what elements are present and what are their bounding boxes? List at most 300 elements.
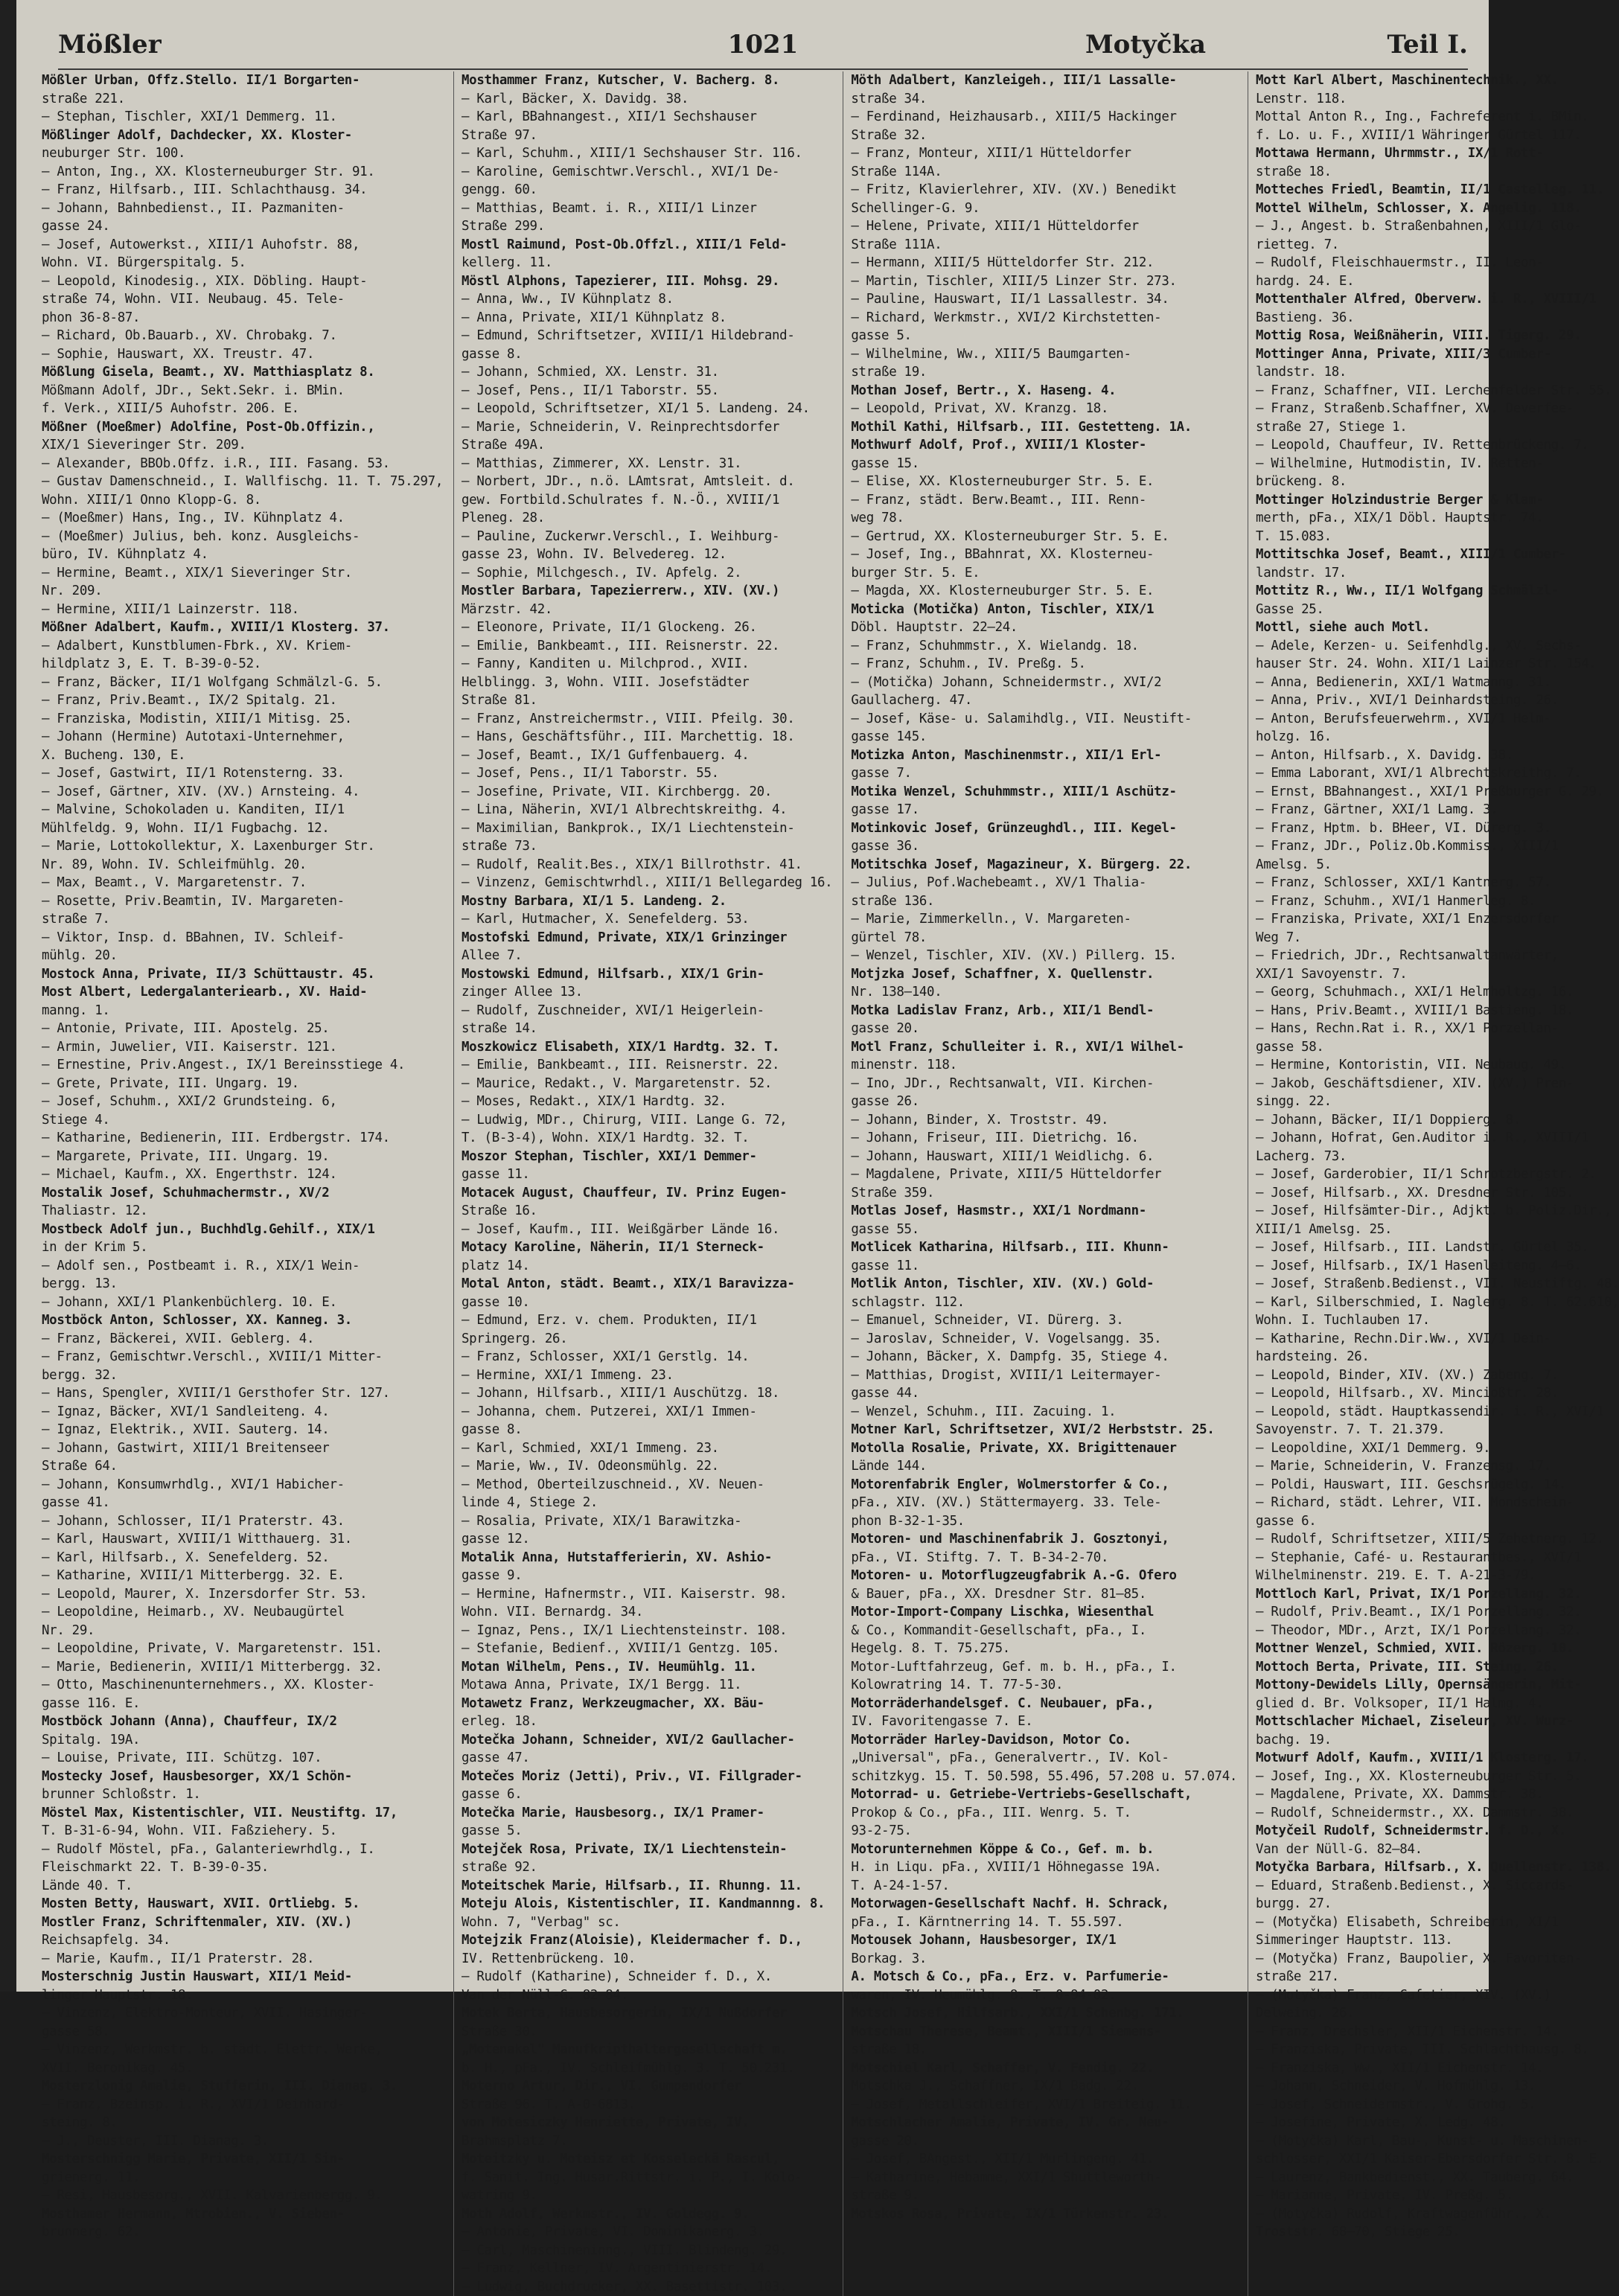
directory-entry: — Johann, Hauswart, XIII/1 Weidlichg. 6. (851, 1148, 1237, 1166)
directory-entry: Mosterzlonig Amalie, Stufferin, III. Dianag. 3. (42, 2077, 443, 2096)
directory-entry: — Josef, Kaufm., III. Weißgärber Lände 16. (462, 1221, 832, 1239)
directory-entry: — Ignaz, Elektrik., XVII. Sauterg. 14. (42, 1421, 443, 1439)
directory-entry: Helblingg. 3, Wohn. VIII. Josefstädter (462, 674, 832, 692)
directory-entry: — Marie, Schneiderin, V. Franzensg. 17. (1256, 1457, 1619, 1476)
directory-entry: Fleischmarkt 22. T. B-39-0-35. (42, 1858, 443, 1877)
directory-entry: Motor-Luftfahrzeug, Gef. m. b. H., pFa., I. (851, 1658, 1237, 1677)
directory-entry: Motousek Johann, Hausbesorger, IX/1 (851, 1931, 1237, 1950)
directory-entry: Mößner Adalbert, Kaufm., XVIII/1 Klosterg. 37. (42, 618, 443, 637)
directory-entry: straße 7. (42, 910, 443, 929)
directory-entry: Moterno Artur, Dir., VI. Gumpendorfer (462, 2077, 832, 2096)
directory-entry: gengg. 60. (462, 181, 832, 199)
directory-entry: — Ferdinand, Heizhausarb., XIII/5 Hackinger (851, 108, 1237, 127)
directory-entry: — Josef, Gärtner, XIV. (XV.) Arnsteing. 4. (42, 783, 443, 802)
directory-entry: Motalik Anna, Hutstafferierin, XV. Ashio- (462, 1549, 832, 1567)
directory-entry: — Johann, Bäcker, II/1 Doppierg. 8. (1256, 1111, 1619, 1130)
directory-entry: — Magda, XX. Klosterneuburger Str. 5. E. (851, 582, 1237, 601)
directory-entry: Nr. 29. (42, 1622, 443, 1640)
directory-entry: — Johann, Binder, X. Troststr. 49. (851, 1111, 1237, 1130)
directory-entry: gasse 10. (462, 1294, 832, 1312)
directory-entry: Mottig Rosa, Weißnäherin, VIII. Tigerg. 29. (1256, 327, 1619, 345)
directory-entry: — Michael, Kaufm., XX. Engerthstr. 124. (42, 1165, 443, 1184)
directory-entry: — Stephanie, Café- u. Restaurantbes., XVI/1 (1256, 1549, 1619, 1567)
directory-entry: Delweing. 26. (1256, 2004, 1619, 2023)
directory-entry: Motlicek Katharina, Hilfsarb., III. Khunn- (851, 1238, 1237, 1257)
directory-entry: — Josef, Hilfsämter-Dir., Adjkt. b. Poliz.Dir., (1256, 1202, 1619, 1221)
directory-entry: brückeng. 8. (1256, 473, 1619, 491)
directory-entry: straße 14. (462, 1020, 832, 1038)
directory-entry: Amelsg. 5. (1256, 856, 1619, 874)
directory-entry: — Karoline, Gemischtwr.Verschl., XVI/1 De- (462, 163, 832, 182)
directory-entry: straße 221. (42, 90, 443, 109)
directory-entry: XIII/1 Amelsg. 25. (1256, 1221, 1619, 1239)
directory-entry: — Matthias, Drogist, XVIII/1 Leitermayer- (851, 1366, 1237, 1385)
directory-entry: — Rudolf, Schneidermstr., XX. Dammstr. 38. (1256, 1804, 1619, 1823)
directory-entry: — Magdalene, Private, XX. Dammstr. 38. (1256, 1785, 1619, 1804)
directory-entry: — Maurice, Redakt., V. Margaretenstr. 52. (462, 1075, 832, 1093)
directory-entry: Motacy Karoline, Näherin, II/1 Sterneck- (462, 1238, 832, 1257)
directory-entry: gasse 26. (851, 1093, 1237, 1111)
directory-entry: Mößmann Adolf, JDr., Sekt.Sekr. i. BMin. (42, 382, 443, 400)
directory-entry: Mottloch Karl, Privat, IX/1 Porzellang. 32. (1256, 1585, 1619, 1604)
directory-entry: Mottinger Anna, Private, XIII/3 Cumber- (1256, 345, 1619, 364)
directory-entry: — Leopold, Maurer, X. Inzersdorfer Str. 53. (42, 1585, 443, 1604)
directory-entry: Mothwurf Adolf, Prof., XVIII/1 Kloster- (851, 436, 1237, 455)
directory-entry: — Leopoldine, Private, V. Margaretenstr. 151. (42, 1640, 443, 1658)
directory-entry: — Leopold, Chauffeur, IV. Rettenbrückeng. 7. (1256, 436, 1619, 455)
directory-entry: Mühlfeldg. 9, Wohn. II/1 Fugbachg. 12. (42, 819, 443, 838)
directory-entry: — Franziska, Modistin, XIII/1 Mitisg. 25. (42, 710, 443, 729)
directory-entry: Allee 7. (462, 947, 832, 965)
directory-entry: — Pauline, Hauswart, II/1 Lassallestr. 34. (851, 290, 1237, 309)
directory-entry: — Karl, Hauswart, XVIII/1 Witthauerg. 31. (42, 1530, 443, 1549)
directory-entry: — Wilhelmine, Hutmodistin, IV. Retten- (1256, 455, 1619, 473)
directory-entry: Moszor Stephan, Tischler, XXI/1 Demmer- (462, 1148, 832, 1166)
directory-entry: Troststr. 68—70, Stiege 25. (1256, 2223, 1619, 2242)
directory-entry: pFa., VI. Stiftg. 7. T. B-34-2-70. (851, 1549, 1237, 1567)
directory-entry: — Rosalia, Private, XIX/1 Barawitzka- (462, 1512, 832, 1531)
directory-entry: Mottner Wenzel, Schmied, XVII. Rözerg. 10. (1256, 1640, 1619, 1658)
directory-entry: gasse 6. (1256, 1512, 1619, 1531)
directory-entry: — Josef, Ing., BBahnrat, XX. Klosterneu- (851, 546, 1237, 564)
directory-entry: Mosthammer Franz, Kutscher, V. Bacherg. 8. (462, 71, 832, 90)
directory-entry: — Franz, städt. Berw.Beamt., III. Renn- (851, 491, 1237, 510)
directory-entry: Möstl Alphons, Tapezierer, III. Mohsg. 29. (462, 272, 832, 291)
directory-entry: gew. Fortbild.Schulrates f. N.-Ö., XVIII/1 (462, 491, 832, 510)
directory-entry: — Friedrich, JDr., Rechtsanwaltanwärter, (1256, 947, 1619, 965)
directory-entry: — Franz, Kellner, IV. Argentinierstr. 14. (462, 2260, 832, 2278)
directory-entry: — Rudolf, Priv.Beamt., IX/1 Porzellang. 32. (1256, 1603, 1619, 1622)
directory-entry: — Franz, Schlosser, XXI/1 Kantnerg. 57. (1256, 874, 1619, 892)
directory-entry: platz 14. (462, 1257, 832, 1276)
directory-entry: Straße 299. (462, 217, 832, 236)
directory-entry: Mottschlacher Michael, Ziseleur, XV. Wurz- (1256, 1713, 1619, 1731)
directory-entry: Moteitzky u. Moteisz et Kosseleckä Rascul, (462, 2150, 832, 2169)
directory-entry: Reichsapfelg. 34. (42, 1931, 443, 1950)
directory-entry: — Fanny, Kanditen u. Milchprod., XVII. (462, 655, 832, 674)
directory-entry: Motek Berta, Hausbesorgerin, IX/1 Nußdorfer (462, 2004, 832, 2023)
directory-entry: — Josef, Schneidermstr., V. Grohg. 5. (1256, 2096, 1619, 2114)
directory-entry: — Franz, Monteur, XIII/1 Hütteldorfer (851, 144, 1237, 163)
directory-entry: — Franz, Schaffner, VII. Lerchenfelder Str. 55. (1256, 382, 1619, 400)
directory-entry: Motyčeil Rudolf, Schneidermstr. f. D., X. (1256, 1822, 1619, 1841)
directory-entry: IV. Rettenbrückeng. 10. (462, 1950, 832, 1969)
directory-entry: — Richard, Werkmstr., XVI/2 Kirchstetten- (851, 309, 1237, 327)
directory-entry: gasse 8. (462, 1421, 832, 1439)
directory-entry: — Laurenz, Bankbedienst., XX. Tauberg. 64. (1256, 2169, 1619, 2187)
directory-entry: — Josef, Straßenb.Bedienst., VII. Neustiftg. 48. (1256, 1275, 1619, 1294)
directory-entry: — Rudolf (Katharine), Schneider f. D., X. (462, 1968, 832, 1986)
directory-entry: — Grete, Private, III. Ungarg. 19. (42, 1075, 443, 1093)
directory-entry: gasse 6. (462, 1785, 832, 1804)
directory-entry: Motejzik Franz(Aloisie), Kleidermacher f. D., (462, 1931, 832, 1950)
directory-entry: T. A-24-1-57. (851, 1877, 1237, 1896)
directory-entry: neuburger Str. 100. (42, 144, 443, 163)
directory-entry: Straße 64. (42, 1457, 443, 1476)
directory-entry: gasse 145. (851, 728, 1237, 746)
directory-entry: Straße 96. T. A-0-6813. (462, 2096, 832, 2114)
directory-entry: — Marie, Kaufm., II/1 Praterstr. 28. (42, 1950, 443, 1969)
directory-entry: Möstel Max, Kistentischler, VII. Neustiftg. 17, (42, 1804, 443, 1823)
directory-entry: hardg. 24. E. (1256, 272, 1619, 291)
directory-entry: Motschau Therese, Beamt., XIII/1 Siemens- (851, 2023, 1237, 2041)
directory-entry: Motschka J., Schaffner, IX/1 Badg. 22. (851, 2077, 1237, 2096)
header-first-name: Mößler (58, 30, 162, 60)
directory-entry: — Louise, Private, III. Schützg. 107. (42, 1749, 443, 1768)
directory-entry: Mostböck Johann (Anna), Chauffeur, IX/2 (42, 1713, 443, 1731)
directory-entry: — Katharine, Hebamme, XXI/1 Shuttleworth- (851, 2169, 1237, 2187)
directory-entry: — Franziska, Private, III. Schlachthausg. 8. (1256, 2041, 1619, 2059)
directory-entry: — (Motyčka) Franz, Cafetier, XIV. (XV.) (1256, 1986, 1619, 2005)
directory-entry: — (Motička) Johann, Schneidermstr., XVI/2 (851, 674, 1237, 692)
directory-entry: hauser Str. 24. Wohn. XII/1 Lainzer Str. 154. (1256, 655, 1619, 674)
directory-entry: — Wenzel, Tischler, XIV. (XV.) Pillerg. 15. (851, 947, 1237, 965)
directory-entry: — Lina, Näherin, XVI/1 Albrechtskreithg. 4. (462, 801, 832, 819)
directory-entry: — Elise, XX. Klosterneuburger Str. 5. E. (851, 473, 1237, 491)
directory-entry: — Josef, Hilfsarb., III. Landstr. Gürtel 35. (1256, 1238, 1619, 1257)
directory-entry: Bastieng. 36. (1256, 309, 1619, 327)
directory-entry: — Johann, Friseur, III. Dietrichg. 16. (851, 1129, 1237, 1148)
column-3 (843, 71, 1237, 2296)
directory-entry: — Josef, Garderobier, II/1 Schrotzbergstr. 2. (1256, 1165, 1619, 1184)
directory-entry: glied d. Br. Volksoper, II/1 Halmg. 4. (1256, 1695, 1619, 1713)
directory-entry: — Johann, Konsumwrhdlg., XVI/1 Habicher- (42, 1476, 443, 1494)
directory-entry: — Franz, Schuhm., IV. Preßg. 5. (851, 655, 1237, 674)
directory-entry: — Karl, Hilfsarb., X. Senefelderg. 52. (42, 1549, 443, 1567)
directory-entry: Motlik Anton, Tischler, XIV. (XV.) Gold- (851, 1275, 1237, 1294)
directory-entry: — Karl, Hutmacher, X. Senefelderg. 53. (462, 910, 832, 929)
directory-entry: gürtel 78. (851, 929, 1237, 947)
directory-entry: Wohn. I. Tuchlauben 17. (1256, 1311, 1619, 1330)
directory-entry: — Ignaz, Pens., IX/1 Liechtensteinstr. 108. (462, 1622, 832, 1640)
directory-entry: Möth Adalbert, Kanzleigeh., III/1 Lassalle- (851, 71, 1237, 90)
directory-entry: — Johann, Bäcker, X. Dampfg. 35, Stiege 4. (851, 1348, 1237, 1366)
directory-entry: straße 27, Stiege 1. (1256, 418, 1619, 437)
directory-entry: Mottony-Dewidels Lilly, Opernsängerin, Mit- (1256, 1676, 1619, 1695)
directory-entry: schlosser, XXI/1 Kaiser-Ebersdorfer Str. 8. E. (1256, 2150, 1619, 2169)
directory-entry: — Johann (Hermine) Autotaxi-Unternehmer, (42, 728, 443, 746)
directory-entry: — Method, Oberteilzuschneid., XV. Neuen- (462, 1476, 832, 1494)
directory-entry: Mostböck Anton, Schlosser, XX. Kanneg. 3. (42, 1311, 443, 1330)
directory-entry: — Resi, Hausbesorg., XVII. Kalvarienbergg. 9. (42, 2187, 443, 2205)
directory-entry: — Franz, JDr., Poliz.Ob.Kommiss., XIII/1 (1256, 837, 1619, 856)
directory-entry: Straße 32. (851, 127, 1237, 145)
directory-entry: — Pauline, Zuckerwr.Verschl., I. Weihburg- (462, 528, 832, 546)
directory-entry: — Malvine, Schokoladen u. Kanditen, II/1 (42, 801, 443, 819)
directory-entry: gasse 20. (851, 2132, 1237, 2151)
directory-entry: — Alexander, BBOb.Offz. i.R., III. Fasang. 53. (42, 455, 443, 473)
directory-entry: Prokop & Co., pFa., III. Wenrg. 5. T. (851, 1804, 1237, 1823)
directory-entry: — Emilie, Bankbeamt., III. Reisnerstr. 22. (462, 1056, 832, 1075)
directory-entry: — Richard, Ob.Bauarb., XV. Chrobakg. 7. (42, 327, 443, 345)
directory-entry: — Franz, Schuhm., XVI/1 Hanmerleg. 8. (1256, 892, 1619, 911)
directory-entry: — Karl, BBahnangest., XII/1 Sechshauser (462, 108, 832, 127)
directory-entry: Mothan Josef, Bertr., X. Haseng. 4. (851, 382, 1237, 400)
directory-entry: — Adele, Kerzen- u. Seifenhdlg., XV. Sechs- (1256, 637, 1619, 656)
directory-entry: gasse 17. (851, 801, 1237, 819)
directory-entry: — Leopold, Binder, XIV. (XV.) Zabeng. 7. (1256, 1366, 1619, 1385)
directory-entry: — Maximilian, Bankprok., IX/1 Liechtenstein- (462, 819, 832, 838)
directory-entry: — Max, Beamt., V. Margaretenstr. 7. (42, 874, 443, 892)
directory-entry: brunner Schloßstr. 1. (42, 1785, 443, 1804)
directory-entry: Moszkowicz Elisabeth, XIX/1 Hardtg. 32. T. (462, 1038, 832, 1057)
directory-entry: Motečka Johann, Schneider, XVI/2 Gaullacher- (462, 1731, 832, 1750)
directory-entry: minenstr. 118. (851, 1056, 1237, 1075)
directory-entry: gasse 23, Wohn. IV. Belvedereg. 12. (462, 546, 832, 564)
directory-entry: linde 4, Stiege 2. (462, 1494, 832, 1512)
directory-entry: — (Motyčka) Elisabeth, Schreiberin, XI/1 (1256, 1913, 1619, 1932)
directory-entry: — Josef, Käse- u. Salamihdlg., VII. Neustift- (851, 710, 1237, 729)
directory-entry: — Franziska, Ww., XII/1 Eichenstr. 14. (1256, 2059, 1619, 2078)
directory-entry: Weg 7. (1256, 929, 1619, 947)
directory-entry: — Ernst, BBahnangest., XXI/1 Preßburger G. 29. (1256, 783, 1619, 802)
directory-entry: — Franz, Hptm. b. BHeer, VI. Dürerg. 3. (1256, 819, 1619, 838)
directory-entry: Döbl. Hauptstr. 22—24. (851, 618, 1237, 637)
directory-entry: hardsteing. 26. (1256, 1348, 1619, 1366)
directory-entry: — Franz, Bäcker, II/1 Wolfgang Schmälzl-G. 5. (42, 674, 443, 692)
header-last-name: Motyčka (1085, 30, 1206, 60)
directory-entry: landstr. 17. (1256, 564, 1619, 583)
directory-entry: Motorräderhandelsgef. C. Neubauer, pFa., (851, 1695, 1237, 1713)
directory-entry: Straße 111A. (851, 236, 1237, 255)
directory-entry: Straße 81. (462, 691, 832, 710)
directory-entry: Spitalg. 19A. (42, 1731, 443, 1750)
directory-entry: — Anna, Priv., XVI/1 Deinhardsteing. 26. (1256, 691, 1619, 710)
directory-entry: Motorunternehmen Köppe & Co., Gef. m. b. (851, 1841, 1237, 1859)
directory-entry: — Josef, Gastwirt, II/1 Rotensterng. 33. (42, 764, 443, 783)
directory-entry: Motorrad- u. Getriebe-Vertriebs-Gesellschaft, (851, 1785, 1237, 1804)
directory-entry: Straße 49A. (462, 436, 832, 455)
directory-entry: Mostny Barbara, XI/1 5. Landeng. 2. (462, 892, 832, 911)
directory-entry: holzg. 16. (1256, 728, 1619, 746)
directory-entry: erleg. 18. (462, 1713, 832, 1731)
directory-entry: Mosterschnigg Marie, Private, XII/1 Sin- (42, 2150, 443, 2169)
directory-entry: — Jaroslav, Schneider, V. Vogelsangg. 35. (851, 1330, 1237, 1349)
directory-entry: Mottel Wilhelm, Schlosser, X. Angelig. 118. (1256, 199, 1619, 218)
directory-entry: Mößlung Gisela, Beamt., XV. Matthiasplatz 8. (42, 363, 443, 382)
directory-entry: — Antonie, Private, VI. Dominikanerg. 3. (462, 2223, 832, 2242)
directory-entry: Straße 16. (462, 1202, 832, 1221)
directory-entry: — Karl, Bäcker, X. Davidg. 38. (462, 90, 832, 109)
directory-entry: — Leopold, städt. Hauptkassendir. i. R., XVI/1 (1256, 1403, 1619, 1422)
directory-entry: — Martin, Tischler, XIII/5 Linzer Str. 273. (851, 272, 1237, 291)
directory-entry: Mottoch Berta, Private, III. Steing. 26. (1256, 1658, 1619, 1677)
directory-entry: Straße 30. (462, 2023, 832, 2041)
directory-entry: — Anton, Berufsfeuerwehrm., XVI/1 Helm- (1256, 710, 1619, 729)
directory-entry: Lände 144. (851, 1457, 1237, 1476)
directory-entry: gasse 47. (462, 1749, 832, 1768)
directory-entry: — Sophie, Hauswart, XX. Treustr. 47. (42, 345, 443, 364)
directory-entry: 93-2-75. (851, 1822, 1237, 1841)
directory-entry: A. Motsch & Co., pFa., Erz. v. Parfumerie- (851, 1968, 1237, 1986)
directory-entry: — Hermann, XIII/5 Hütteldorfer Str. 212. (851, 254, 1237, 272)
directory-entry: straße 34. (851, 90, 1237, 109)
directory-entry: — Hans, Rechn.Rat i. R., XX/1 Porzellan- (1256, 1020, 1619, 1038)
directory-entry: — Ignaz, Bäcker, XVI/1 Sandleiteng. 4. (42, 1403, 443, 1422)
directory-entry: landstr. 18. (1256, 363, 1619, 382)
directory-entry: Motan Wilhelm, Pens., IV. Heumühlg. 11. (462, 1658, 832, 1677)
directory-entry: Mostler Franz, Schriftenmaler, XIV. (XV.) (42, 1913, 443, 1932)
directory-entry: Straße 97. (462, 127, 832, 145)
directory-entry: — Leopoldine, XXI/1 Demmerg. 9. (1256, 1439, 1619, 1458)
directory-entry: gasse 116. E. (42, 1695, 443, 1713)
directory-entry: — Ludwig, MDr., Chirurg, VIII. Lange G. 72, (462, 1111, 832, 1130)
directory-entry: gasse 24. (42, 217, 443, 236)
directory-entry: „Universal", pFa., Generalvertr., IV. Kol- (851, 1749, 1237, 1768)
directory-entry: Simmeringer Hauptstr. 113. (1256, 1931, 1619, 1950)
directory-entry: — Rosette, Priv.Beamtin, IV. Margareten- (42, 892, 443, 911)
directory-entry: — Fritz, Klavierlehrer, XIV. (XV.) Benedikt (851, 181, 1237, 199)
directory-entry: — (Moeßmer) Hans, Ing., IV. Kühnplatz 4. (42, 509, 443, 528)
directory-entry: Motejček Rosa, Private, IX/1 Liechtenstein- (462, 1841, 832, 1859)
directory-entry: — Hermine, Kontoristin, VII. Neubaug. 49. (1256, 1056, 1619, 1075)
directory-entry: mühlg. 20. (42, 947, 443, 965)
directory-entry: XIX/1 Sieveringer Str. 209. (42, 436, 443, 455)
directory-entry: — Hans, Spengler, XVIII/1 Gersthofer Str. 127. (42, 1384, 443, 1403)
directory-entry: straße 9. (851, 2187, 1237, 2205)
directory-entry: — Helene, Private, XIII/1 Hütteldorfer (851, 217, 1237, 236)
directory-entry: — Anna, Private, XII/1 Kühnplatz 8. (462, 309, 832, 327)
directory-entry: brunnerg. 62. (42, 2223, 443, 2242)
directory-entry: Mosten Betty, Hauswart, XVII. Ortliebg. 5. (42, 1895, 443, 1913)
directory-entry: Mostock Anna, Private, II/3 Schüttaustr. 45. (42, 965, 443, 984)
directory-entry: straße 92. (462, 1858, 832, 1877)
directory-entry: — Poldi, Hauswart, III. Geschsrügelg. 14. (1256, 1476, 1619, 1494)
directory-entry: Kolowratring 14. T. 77-5-30. (851, 1676, 1237, 1695)
directory-entry: — Theodor, MDr., Arzt, IX/1 Porzellang. 32. (1256, 1622, 1619, 1640)
directory-entry: Mottal Anton R., Ing., Fachreferent i. BMin. (1256, 108, 1619, 127)
directory-entry: — Leopold, Kinodesig., XIX. Döbling. Haupt- (42, 272, 443, 291)
directory-entry: — Armin, Juwelier, VII. Kaiserstr. 121. (42, 1038, 443, 1057)
directory-entry: Motor-Import-Company Lischka, Wiesenthal (851, 1603, 1237, 1622)
directory-entry: — Marie, Ww., IV. Odeonsmühlg. 22. (462, 1457, 832, 1476)
directory-entry: Schellinger-G. 9. (851, 199, 1237, 218)
column-4 (1248, 71, 1619, 2296)
directory-entry: weg 78. (851, 509, 1237, 528)
directory-entry: — Franz, Anstreichermstr., VIII. Pfeilg. 30. (462, 710, 832, 729)
directory-entry: f. Verk., XIII/5 Auhofstr. 206. E. (42, 400, 443, 418)
directory-entry: gasse 7. (851, 764, 1237, 783)
directory-entry: Motacek August, Chauffeur, IV. Prinz Eugen- (462, 1184, 832, 1203)
directory-entry: — Marie, Zimmerkelln., V. Margareten- (851, 910, 1237, 929)
directory-entry: — (Motyčka) Karl, Bau-, Kunst- u. Maschinen- (1256, 2132, 1619, 2151)
directory-entry: waren, IV. Heumühlg. 8. T. 0-94-02. (851, 1986, 1237, 2005)
directory-entry: — Josef, Hilfsarb., IX/1 Hasenleiteng. 4—6. (1256, 1257, 1619, 1276)
directory-entry: & Bauer, pFa., XX. Dresdner Str. 81—85. (851, 1585, 1237, 1604)
directory-entry: Motizka Anton, Maschinenmstr., XII/1 Erl- (851, 746, 1237, 765)
directory-entry: Motorräder Harley-Davidson, Motor Co. (851, 1731, 1237, 1750)
directory-entry: Motitschka Josef, Magazineur, X. Bürgerg. 22. (851, 856, 1237, 874)
directory-entry: Savoyenstr. 7. T. 21.379. (1256, 1421, 1619, 1439)
directory-entry: — Viktor, Insp. d. BBahnen, IV. Schleif- (42, 929, 443, 947)
directory-entry: zinger Allee 13. (462, 983, 832, 1002)
directory-entry: Mothil Kathi, Hilfsarb., III. Gestetteng. 1A. (851, 418, 1237, 437)
directory-entry: Wohn. VII. Bernardg. 34. (462, 1603, 832, 1622)
directory-entry: — Josef, Schuhm., XXI/2 Grundsteing. 6, (42, 1093, 443, 1111)
directory-entry: — Wenzel, Schuhm., III. Zacuing. 1. (851, 1403, 1237, 1422)
directory-entry: Nr. 89, Wohn. IV. Schleifmühlg. 20. (42, 856, 443, 874)
directory-entry: Mostalik Josef, Schuhmachermstr., XV/2 (42, 1184, 443, 1203)
directory-entry: — Ludwig, Buchdrucker, XX. Basettistr. 103. (462, 2278, 832, 2296)
directory-entry: Mottinger Holzindustrie Berger & Klam- (1256, 491, 1619, 510)
directory-entry: straße 18. (851, 2041, 1237, 2059)
directory-entry: steing. 8. (42, 2114, 443, 2132)
directory-entry: rietteg. 7. (1256, 236, 1619, 255)
directory-entry: straße 74, Wohn. VII. Neubaug. 45. Tele- (42, 290, 443, 309)
directory-entry: Motsch Josef, Hilfsarb., XXI/1 Schenbg. 171. (851, 2004, 1237, 2023)
directory-entry: — Katharine, Rechn.Dir.Ww., XVI/1 Dein- (1256, 1330, 1619, 1349)
directory-entry: Stiege 4. (42, 1111, 443, 1130)
directory-entry: — Hans, Priv.Beamt., XVIII/1 Bastieng. 18. (1256, 1002, 1619, 1020)
directory-entry: linger Hauptstr. 18. (42, 1986, 443, 2005)
directory-entry: — Edmund, Erz. v. chem. Produkten, II/1 (462, 1311, 832, 1330)
directory-entry: straße 19. (851, 363, 1237, 382)
directory-entry: f. Lo. u. F., XVIII/1 Währinger Gürtel 117. (1256, 127, 1619, 145)
directory-entry: Mott Karl Albert, Maschinentechnik., XX. (1256, 71, 1619, 90)
directory-entry: — Matthias, Beamt. i. R., XIII/1 Linzer (462, 199, 832, 218)
directory-entry: Mottawa Hermann, Uhrmmstr., IX/1 Rott- (1256, 144, 1619, 163)
directory-entry: — Franz, Gemischtwr.Verschl., XVIII/1 Mitter- (42, 1348, 443, 1366)
directory-entry: — Johann, Bahnbedienst., II. Pazmaniten- (42, 199, 443, 218)
page-header (58, 25, 1468, 70)
directory-entry: — Franz, Priv.Beamt., IX/2 Spitalg. 21. (42, 691, 443, 710)
directory-entry: — Johann, Hilfsarb., XIII/1 Auschützg. 18. (462, 1384, 832, 1403)
directory-entry: — Adolf sen., Postbeamt i. R., XIX/1 Wein- (42, 1257, 443, 1276)
directory-entry: T. (B-3-4), Wohn. XIX/1 Hardtg. 32. T. (462, 1129, 832, 1148)
directory-entry: — J., Angest. b. Straßenbahnen, XIII/1 Glo- (1256, 217, 1619, 236)
directory-entry: watring 9. (462, 2187, 832, 2205)
directory-entry: Lenstr. 118. (1256, 90, 1619, 109)
directory-entry: Mottitz R., Ww., II/1 Wolfgang Schmälzl- (1256, 582, 1619, 601)
directory-entry: Wohn. XIII/1 Onno Klopp-G. 8. (42, 491, 443, 510)
directory-entry: — Emma Laborant, XVI/1 Albrechtskreithg. 7. (1256, 764, 1619, 783)
directory-entry: — Hans, Geschäftsführ., III. Marchettig. 18. (462, 728, 832, 746)
directory-entry: gasse 41. (42, 1494, 443, 1512)
directory-entry: Nr. 138—140. (851, 983, 1237, 1002)
directory-entry: — Wilhelmine, Ww., XIII/5 Baumgarten- (851, 345, 1237, 364)
directory-entry: merth, pFa., XIX/1 Döbl. Hauptstr. 74. (1256, 509, 1619, 528)
directory-entry: straße 18. (1256, 163, 1619, 182)
directory-entry: — Vinzenz, Werkmstr. b. städt. Elettr. Werke, (42, 2041, 443, 2059)
directory-entry: — Johann, Schlosser, II/1 Praterstr. 43. (42, 1512, 443, 1531)
directory-entry: — J., Deuster, III. Dianag. 3. (42, 2132, 443, 2151)
directory-entry: — Franz, Bzeinsp. i. R., XVI/1 Deinhard- (42, 2096, 443, 2114)
directory-entry: Motorenfabrik Engler, Wolmerstorfer & Co., (851, 1476, 1237, 1494)
directory-entry: — Josef, Pens., II/1 Taborstr. 55. (462, 382, 832, 400)
directory-entry: bergg. 13. (42, 1275, 443, 1294)
directory-entry: pFa., I. Kärntnerring 14. T. 55.597. (851, 1913, 1237, 1932)
directory-entry: gasse 44. (851, 1384, 1237, 1403)
